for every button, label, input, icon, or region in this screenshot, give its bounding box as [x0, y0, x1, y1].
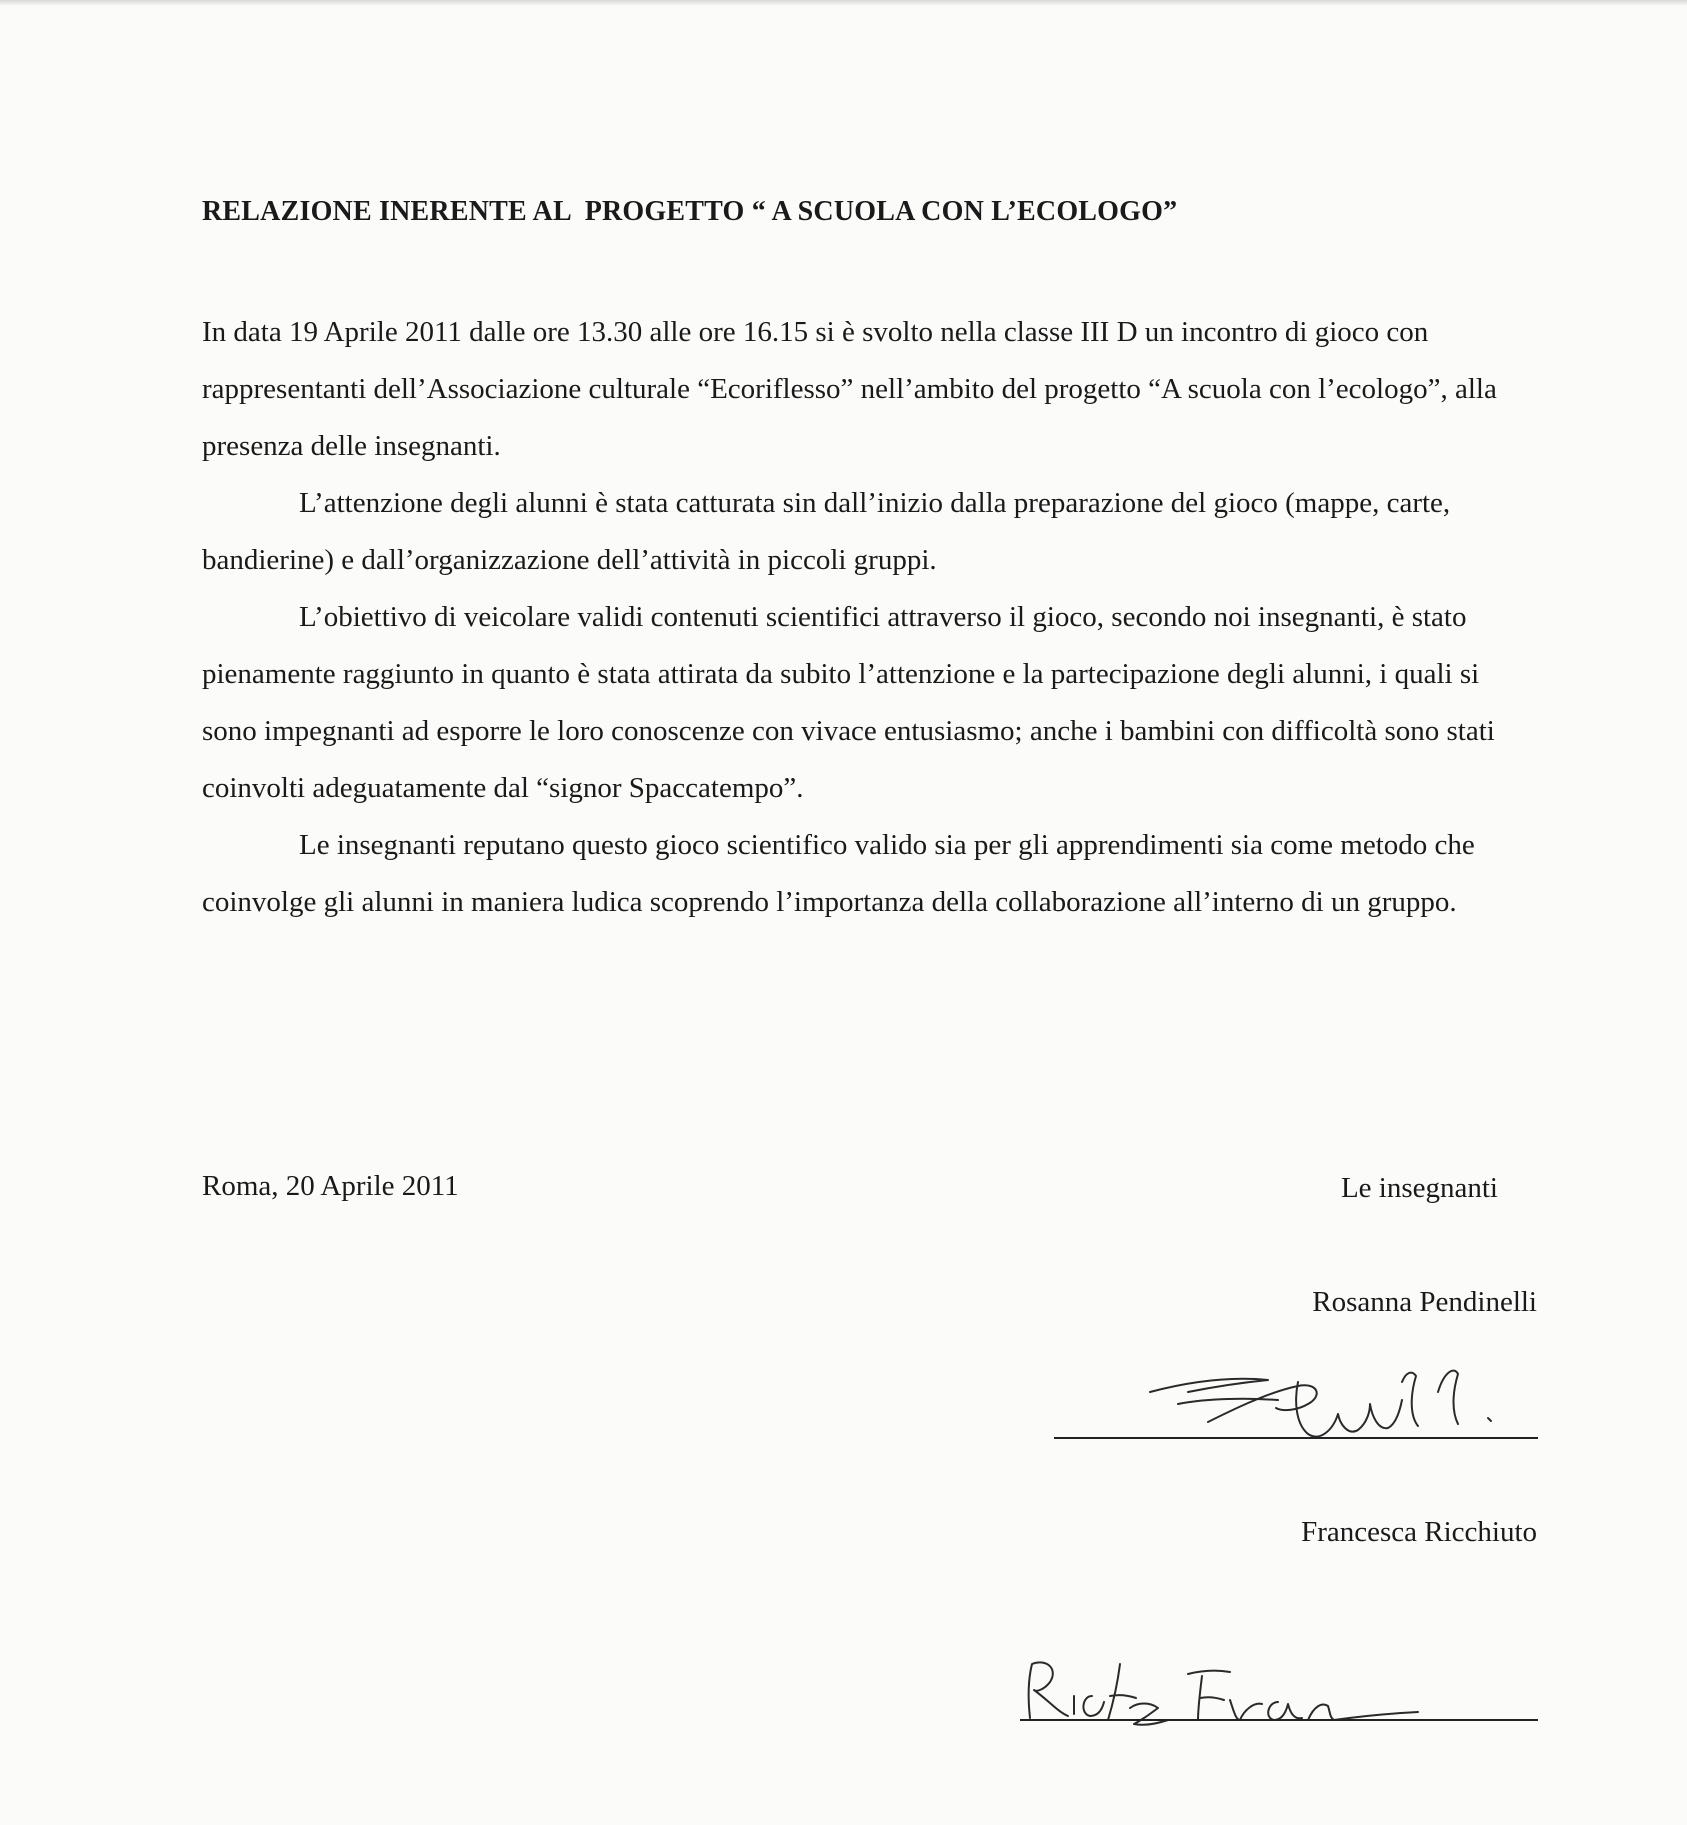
signature-ricchiuto: [1018, 1640, 1458, 1740]
paper-top-edge: [0, 0, 1687, 6]
signers-label: Le insegnanti: [1340, 1172, 1498, 1204]
paragraph-attention: L’attenzione degli alunni è stata catturata sin dall’inizio dalla preparazione del gioco (mappe, carte, bandierine) e dall’organizzazione dell’attività in piccoli gruppi.: [202, 487, 1451, 576]
signer-name-ricchiuto: Francesca Ricchiuto: [1301, 1516, 1537, 1548]
signer-name-pendinelli: Rosanna Pendinelli: [1312, 1286, 1537, 1318]
signature-line-pendinelli: [1054, 1437, 1538, 1439]
paragraph-intro: In data 19 Aprile 2011 dalle ore 13.30 alle ore 16.15 si è svolto nella classe III D un incontro di gioco con rappresentanti dell’Associazione culturale “Ecoriflesso” nell’ambito del progetto “A scuola con l’ecologo”, alla presenza delle insegnanti.: [202, 316, 1497, 462]
paragraph-conclusion: Le insegnanti reputano questo gioco scientifico valido sia per gli apprendimenti sia come metodo che coinvolge gli alunni in maniera ludica scoprendo l’importanza della collaborazione all’interno di un gruppo.: [202, 829, 1475, 918]
signature-line-ricchiuto: [1020, 1719, 1538, 1721]
document-title: RELAZIONE INERENTE AL PROGETTO “ A SCUOLA CON L’ECOLOGO”: [202, 196, 1178, 227]
paragraph-objective: L’obiettivo di veicolare validi contenuti scientifici attraverso il gioco, secondo noi insegnanti, è stato pienamente raggiunto in quanto è stata attirata da subito l’attenzione e la partecipazione degli alunni, i quali si sono impegnanti ad esporre le loro conoscenze con vivace entusiasmo; anche i bambini con difficoltà sono stati coinvolti adeguatamente dal “signor Spaccatempo”.: [202, 601, 1495, 804]
document-body: [202, 304, 1502, 931]
place-and-date: Roma, 20 Aprile 2011: [202, 1170, 459, 1202]
